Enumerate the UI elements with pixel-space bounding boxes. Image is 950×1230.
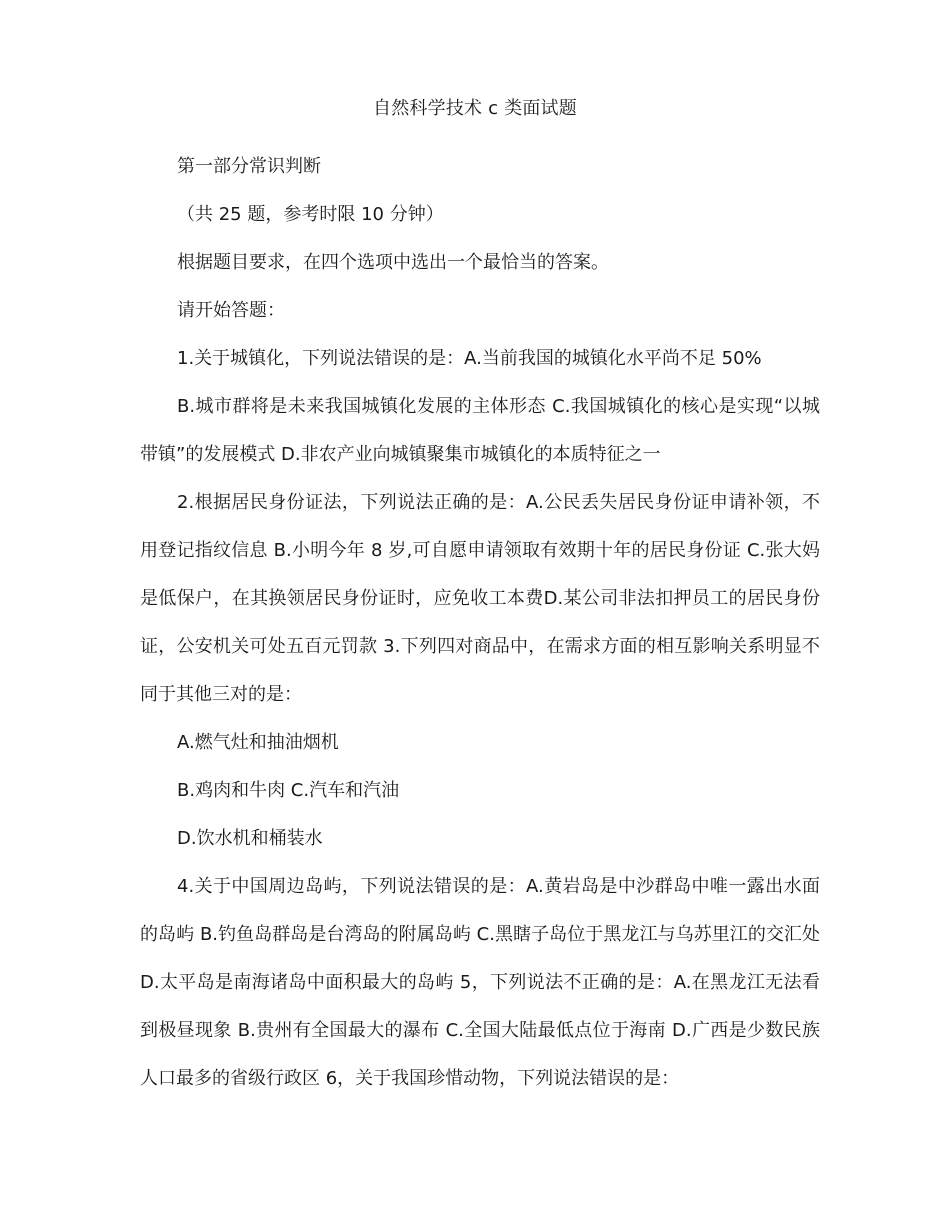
section-heading: 第一部分常识判断 (177, 156, 321, 177)
question-1-options: B.城市群将是未来我国城镇化发展的主体形态 C.我国城镇化的核心是实现“以城带镇”的发展模式 D.非农产业向城镇聚集市城镇化的本质特征之一 (140, 396, 820, 465)
question-3-option-a: A.燃气灶和抽油烟机 (177, 732, 339, 753)
document-body (140, 143, 820, 1103)
question-2-3-text: 2.根据居民身份证法，下列说法正确的是：A.公民丢失居民身份证申请补领，不用登记指纹信息 B.小明今年 8 岁,可自愿申请领取有效期十年的居民身份证 C.张大妈是低保户，在其换领居民身份证时，应免收工本费D.某公司非法扣押员工的居民身份证，公安机关可处五百元罚款 3.下列四对商品中，在需求方面的相互影响关系明显不同于其他三对的是： (140, 492, 820, 705)
question-3-option-d: D.饮水机和桶装水 (177, 828, 323, 849)
question-1-stem: 1.关于城镇化，下列说法错误的是：A.当前我国的城镇化水平尚不足 50% (177, 348, 762, 369)
question-3-option-b-c: B.鸡肉和牛肉 C.汽车和汽油 (177, 780, 400, 801)
document-title: 自然科学技术 c 类面试题 (373, 98, 577, 119)
question-4-6-text: 4.关于中国周边岛屿，下列说法错误的是：A.黄岩岛是中沙群岛中唯一露出水面的岛屿 B.钓鱼岛群岛是台湾岛的附属岛屿 C.黑瞎子岛位于黑龙江与乌苏里江的交汇处 D.太平岛是南海诸岛中面积最大的岛屿 5，下列说法不正确的是：A.在黑龙江无法看到极昼现象 B.贵州有全国最大的瀑布 C.全国大陆最低点位于海南 D.广西是少数民族人口最多的省级行政区 6，关于我国珍惜动物，下列说法错误的是： (140, 876, 820, 1089)
start-prompt: 请开始答题： (177, 300, 285, 321)
section-note: （共 25 题，参考时限 10 分钟） (177, 204, 444, 225)
instruction-text: 根据题目要求，在四个选项中选出一个最恰当的答案。 (177, 252, 609, 273)
